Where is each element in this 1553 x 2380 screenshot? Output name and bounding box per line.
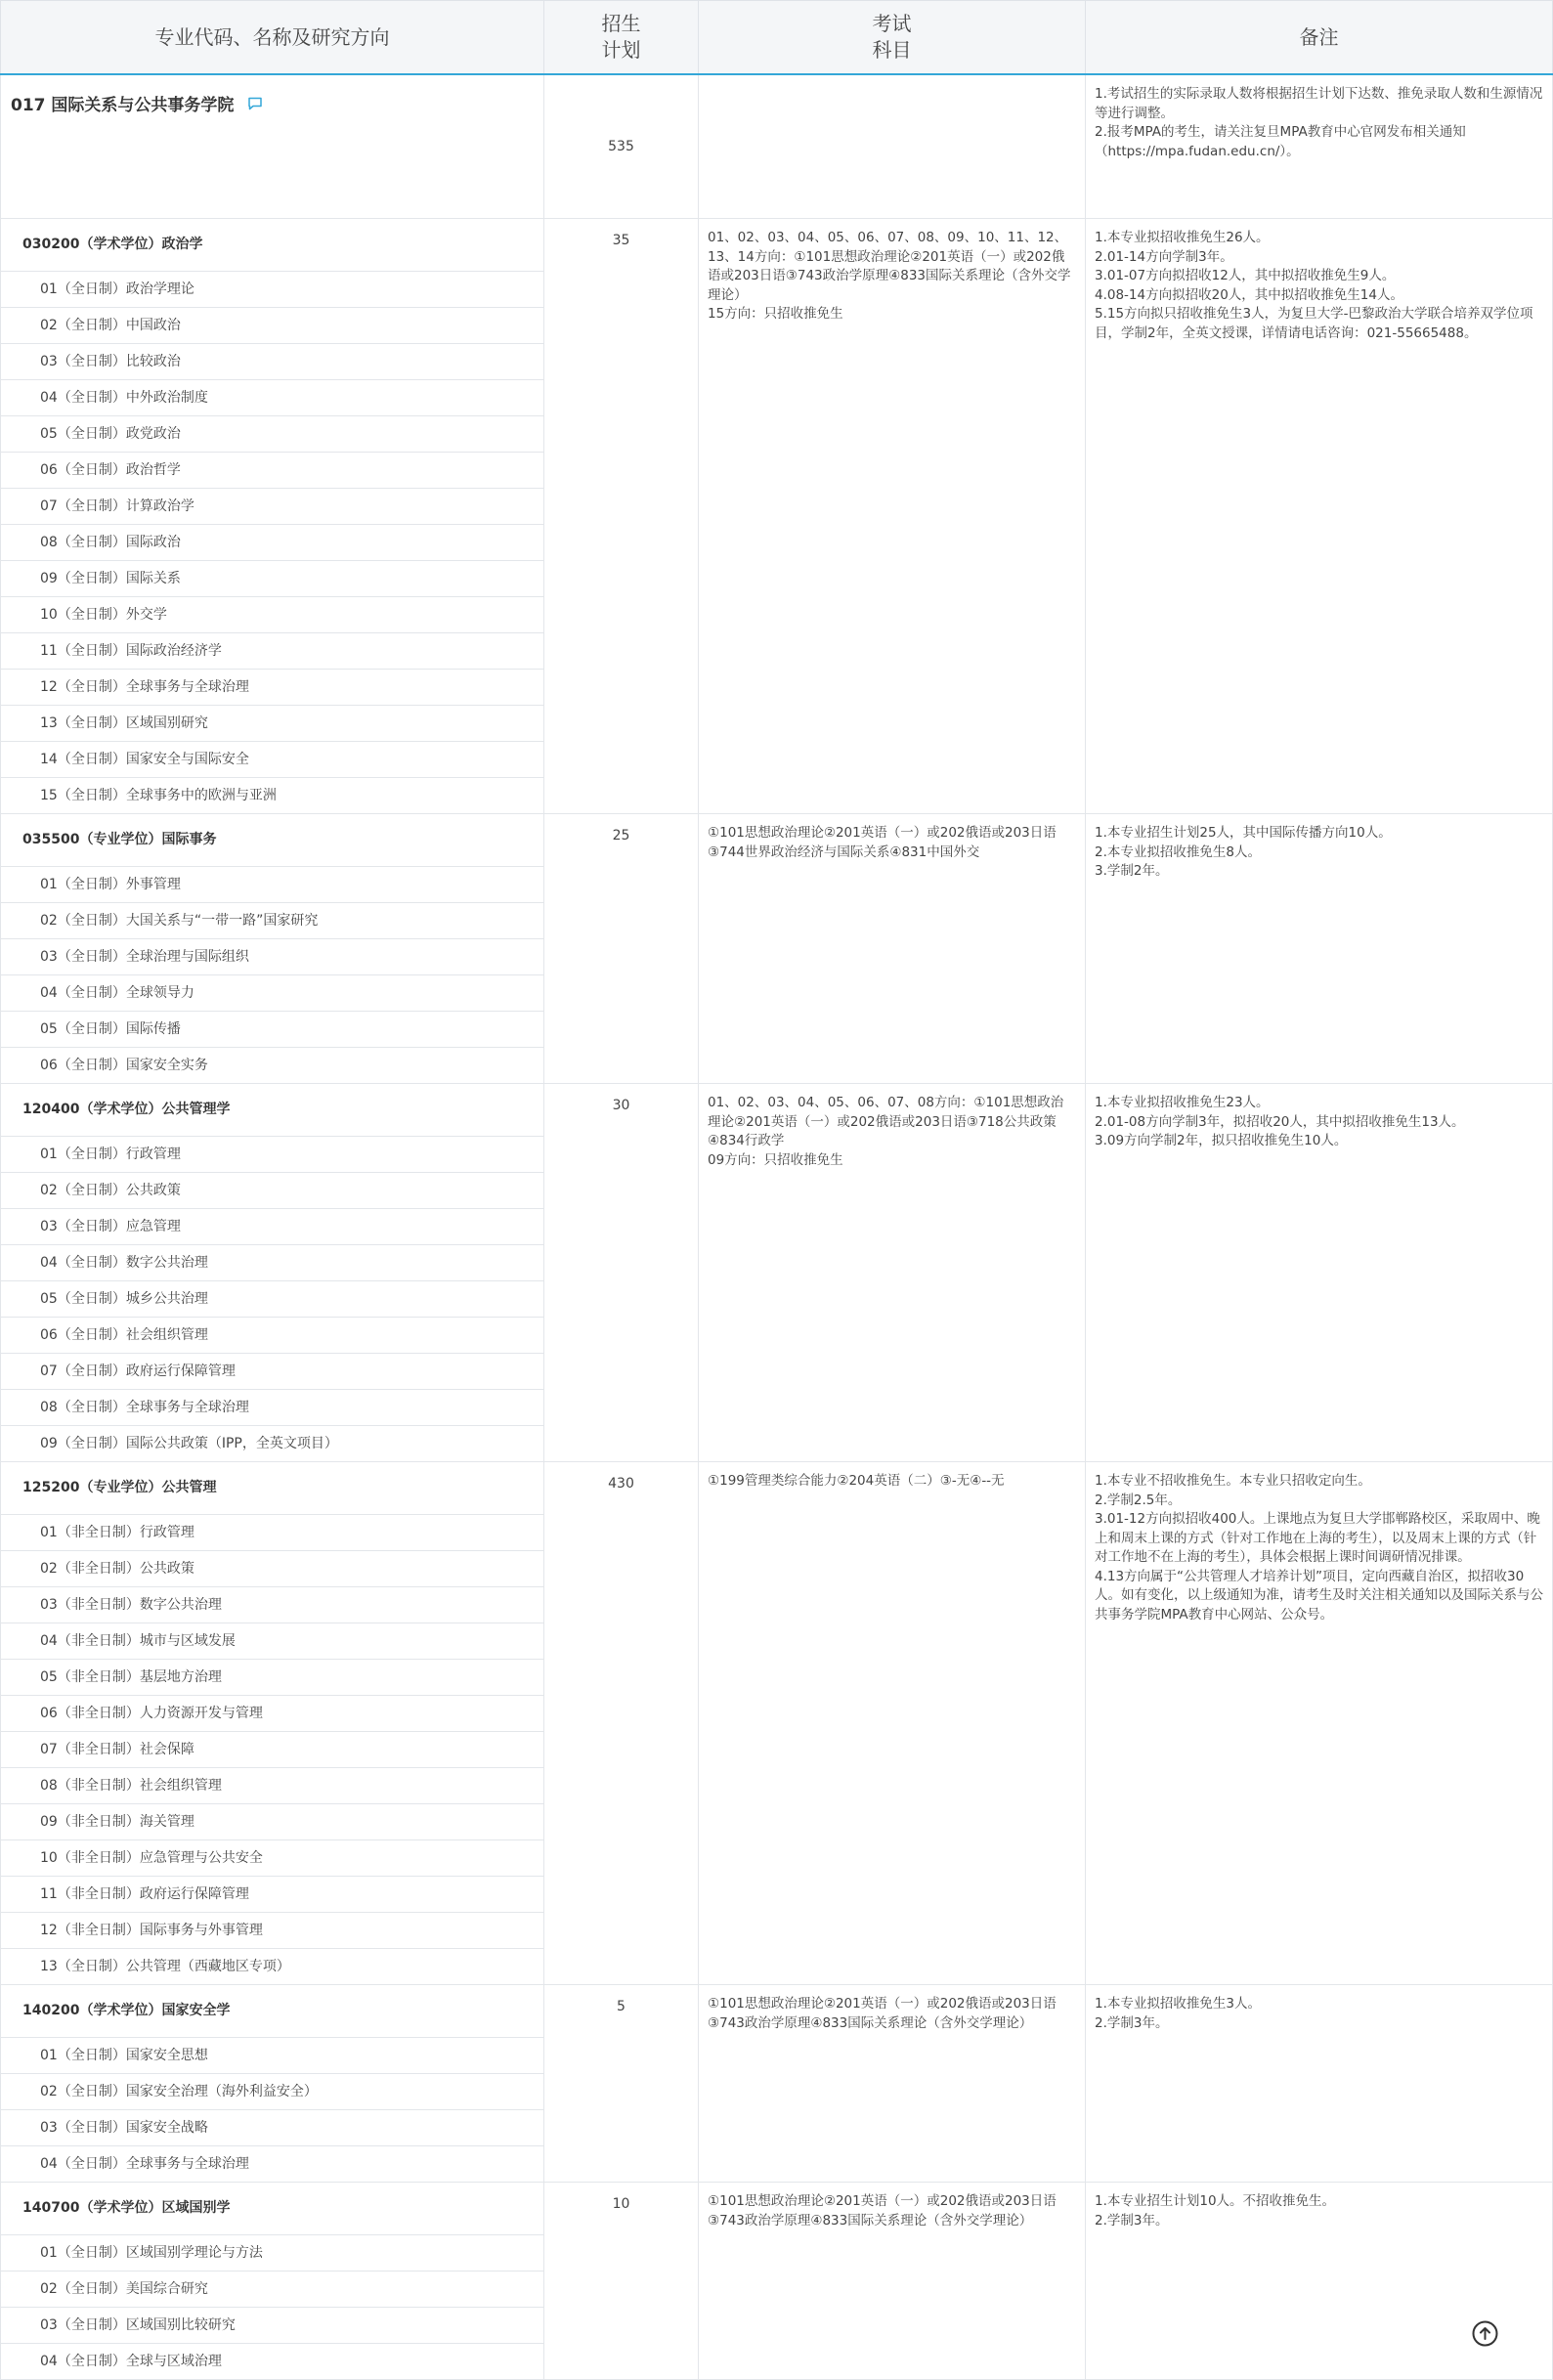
direction-item: 08（非全日制）社会组织管理 — [1, 1768, 543, 1804]
major-subjects: ①101思想政治理论②201英语（一）或202俄语或203日语③743政治学原理④833国际关系理论（含外交学理论） — [699, 2183, 1086, 2380]
direction-item: 07（全日制）计算政治学 — [1, 489, 543, 525]
direction-item: 09（非全日制）海关管理 — [1, 1804, 543, 1840]
major-row — [1, 1462, 1553, 1985]
major-title: 035500（专业学位）国际事务 — [1, 814, 543, 867]
direction-item: 05（全日制）政党政治 — [1, 416, 543, 453]
direction-item: 02（非全日制）公共政策 — [1, 1551, 543, 1587]
major-row — [1, 219, 1553, 814]
major-note: 1.本专业招生计划25人，其中国际传播方向10人。 2.本专业拟招收推免生8人。 3.学制2年。 — [1086, 814, 1553, 1084]
direction-item: 04（非全日制）城市与区域发展 — [1, 1623, 543, 1660]
direction-item: 14（全日制）国家安全与国际安全 — [1, 742, 543, 778]
major-subjects: 01、02、03、04、05、06、07、08方向：①101思想政治理论②201英语（一）或202俄语或203日语③718公共政策④834行政学 09方向：只招收推免生 — [699, 1084, 1086, 1462]
college-subjects — [699, 74, 1086, 219]
direction-item: 02（全日制）中国政治 — [1, 308, 543, 344]
direction-item: 05（非全日制）基层地方治理 — [1, 1660, 543, 1696]
major-row — [1, 1084, 1553, 1462]
major-name-cell — [1, 1985, 544, 2183]
direction-item: 05（全日制）城乡公共治理 — [1, 1281, 543, 1318]
direction-item: 06（全日制）国家安全实务 — [40, 1058, 208, 1073]
major-name-cell — [1, 1462, 544, 1985]
college-plan: 535 — [544, 74, 699, 219]
major-title: 140700（学术学位）区域国别学 — [1, 2183, 543, 2235]
direction-item: 12（非全日制）国际事务与外事管理 — [1, 1913, 543, 1949]
direction-item: 15（全日制）全球事务中的欧洲与亚洲 — [40, 788, 277, 803]
direction-item: 04（全日制）中外政治制度 — [1, 380, 543, 416]
direction-item: 01（全日制）行政管理 — [1, 1137, 543, 1173]
major-subjects: ①199管理类综合能力②204英语（二）③-无④--无 — [699, 1462, 1086, 1985]
major-plan: 430 — [544, 1462, 699, 1985]
direction-item: 13（全日制）区域国别研究 — [1, 706, 543, 742]
direction-item: 08（全日制）全球事务与全球治理 — [1, 1390, 543, 1426]
major-name-cell — [1, 219, 544, 814]
direction-item: 04（全日制）数字公共治理 — [1, 1245, 543, 1281]
major-subjects: ①101思想政治理论②201英语（一）或202俄语或203日语③744世界政治经济与国际关系④831中国外交 — [699, 814, 1086, 1084]
major-plan: 25 — [544, 814, 699, 1084]
direction-item: 06（非全日制）人力资源开发与管理 — [1, 1696, 543, 1732]
major-row — [1, 814, 1553, 1084]
direction-item: 02（全日制）公共政策 — [1, 1173, 543, 1209]
arrow-up-circle-icon — [1472, 2320, 1498, 2347]
direction-item: 01（非全日制）行政管理 — [1, 1515, 543, 1551]
major-name-cell — [1, 1084, 544, 1462]
direction-item: 01（全日制）区域国别学理论与方法 — [1, 2235, 543, 2272]
major-row — [1, 2183, 1553, 2380]
major-plan: 30 — [544, 1084, 699, 1462]
major-note: 1.本专业不招收推免生。本专业只招收定向生。 2.学制2.5年。 3.01-12方向拟招收400人。上课地点为复旦大学邯郸路校区，采取周中、晚上和周末上课的方式（针对工作地在上海的考生），以及周末上课的方式（针对工作地不在上海的考生），具体会根据上课时间调研情况排课。 4.13方向属于“公共管理人才培养计划”项目，定向西藏自治区，拟招收30人。如有变化，以上级通知为准，请考生及时关注相关通知以及国际关系与公共事务学院MPA教育中心网站、公众号。 — [1086, 1462, 1553, 1985]
direction-item: 03（全日制）区域国别比较研究 — [1, 2308, 543, 2344]
header-notes: 备注 — [1086, 1, 1553, 75]
direction-item: 04（全日制）全球事务与全球治理 — [40, 2156, 249, 2172]
direction-item: 06（全日制）社会组织管理 — [1, 1318, 543, 1354]
header-plan: 招生 计划 — [544, 1, 699, 75]
direction-item: 04（全日制）全球与区域治理 — [40, 2354, 222, 2369]
table-header-row — [1, 1, 1553, 75]
direction-item: 11（全日制）国际政治经济学 — [1, 633, 543, 670]
major-title: 120400（学术学位）公共管理学 — [1, 1084, 543, 1137]
direction-item: 12（全日制）全球事务与全球治理 — [1, 670, 543, 706]
direction-item: 10（非全日制）应急管理与公共安全 — [1, 1840, 543, 1877]
major-plan: 10 — [544, 2183, 699, 2380]
direction-item: 09（全日制）国际公共政策（IPP，全英文项目） — [40, 1436, 338, 1451]
direction-item: 02（全日制）国家安全治理（海外利益安全） — [1, 2074, 543, 2110]
direction-item: 13（全日制）公共管理（西藏地区专项） — [40, 1959, 290, 1974]
major-note: 1.本专业拟招收推免生26人。 2.01-14方向学制3年。 3.01-07方向拟招收12人，其中拟招收推免生9人。 4.08-14方向拟招收20人，其中拟招收推免生14人。 5.15方向拟只招收推免生3人，为复旦大学-巴黎政治大学联合培养双学位项目，学制2年，全英文授课，详情请电话咨询：021-55665488。 — [1086, 219, 1553, 814]
major-plan: 5 — [544, 1985, 699, 2183]
major-title: 030200（学术学位）政治学 — [1, 219, 543, 272]
direction-item: 09（全日制）国际关系 — [1, 561, 543, 597]
major-name-cell — [1, 814, 544, 1084]
major-note: 1.本专业拟招收推免生3人。 2.学制3年。 — [1086, 1985, 1553, 2183]
direction-item: 11（非全日制）政府运行保障管理 — [1, 1877, 543, 1913]
major-note: 1.本专业招生计划10人。不招收推免生。 2.学制3年。 — [1086, 2183, 1553, 2380]
direction-item: 01（全日制）外事管理 — [1, 867, 543, 903]
major-name-cell — [1, 2183, 544, 2380]
header-major: 专业代码、名称及研究方向 — [1, 1, 544, 75]
direction-item: 03（全日制）比较政治 — [1, 344, 543, 380]
direction-item: 01（全日制）政治学理论 — [1, 272, 543, 308]
direction-item: 04（全日制）全球领导力 — [1, 975, 543, 1012]
direction-item: 03（非全日制）数字公共治理 — [1, 1587, 543, 1623]
header-subjects: 考试 科目 — [699, 1, 1086, 75]
direction-item: 07（非全日制）社会保障 — [1, 1732, 543, 1768]
college-note: 1.考试招生的实际录取人数将根据招生计划下达数、推免录取人数和生源情况等进行调整。 2.报考MPA的考生，请关注复旦MPA教育中心官网发布相关通知（https://mpa.fudan.edu.cn/）。 — [1086, 74, 1553, 219]
major-plan: 35 — [544, 219, 699, 814]
major-note: 1.本专业拟招收推免生23人。 2.01-08方向学制3年，拟招收20人，其中拟招收推免生13人。 3.09方向学制2年，拟只招收推免生10人。 — [1086, 1084, 1553, 1462]
major-title: 140200（学术学位）国家安全学 — [1, 1985, 543, 2038]
college-row — [1, 74, 1553, 219]
direction-item: 02（全日制）大国关系与“一带一路”国家研究 — [1, 903, 543, 939]
back-to-top-button[interactable] — [1472, 2320, 1498, 2347]
direction-item: 03（全日制）应急管理 — [1, 1209, 543, 1245]
direction-item: 03（全日制）国家安全战略 — [1, 2110, 543, 2146]
direction-item: 08（全日制）国际政治 — [1, 525, 543, 561]
direction-item: 05（全日制）国际传播 — [1, 1012, 543, 1048]
college-name-cell — [1, 74, 544, 219]
direction-item: 02（全日制）美国综合研究 — [1, 2272, 543, 2308]
comment-icon[interactable] — [247, 97, 263, 109]
major-subjects: ①101思想政治理论②201英语（一）或202俄语或203日语③743政治学原理④833国际关系理论（含外交学理论） — [699, 1985, 1086, 2183]
direction-item: 10（全日制）外交学 — [1, 597, 543, 633]
college-title[interactable]: 017 国际关系与公共事务学院 — [11, 96, 235, 115]
direction-item: 01（全日制）国家安全思想 — [1, 2038, 543, 2074]
direction-item: 06（全日制）政治哲学 — [1, 453, 543, 489]
major-subjects: 01、02、03、04、05、06、07、08、09、10、11、12、13、14方向：①101思想政治理论②201英语（一）或202俄语或203日语③743政治学原理④833国际关系理论（含外交学理论） 15方向：只招收推免生 — [699, 219, 1086, 814]
direction-item: 03（全日制）全球治理与国际组织 — [1, 939, 543, 975]
major-title: 125200（专业学位）公共管理 — [1, 1462, 543, 1515]
direction-item: 07（全日制）政府运行保障管理 — [1, 1354, 543, 1390]
major-row — [1, 1985, 1553, 2183]
